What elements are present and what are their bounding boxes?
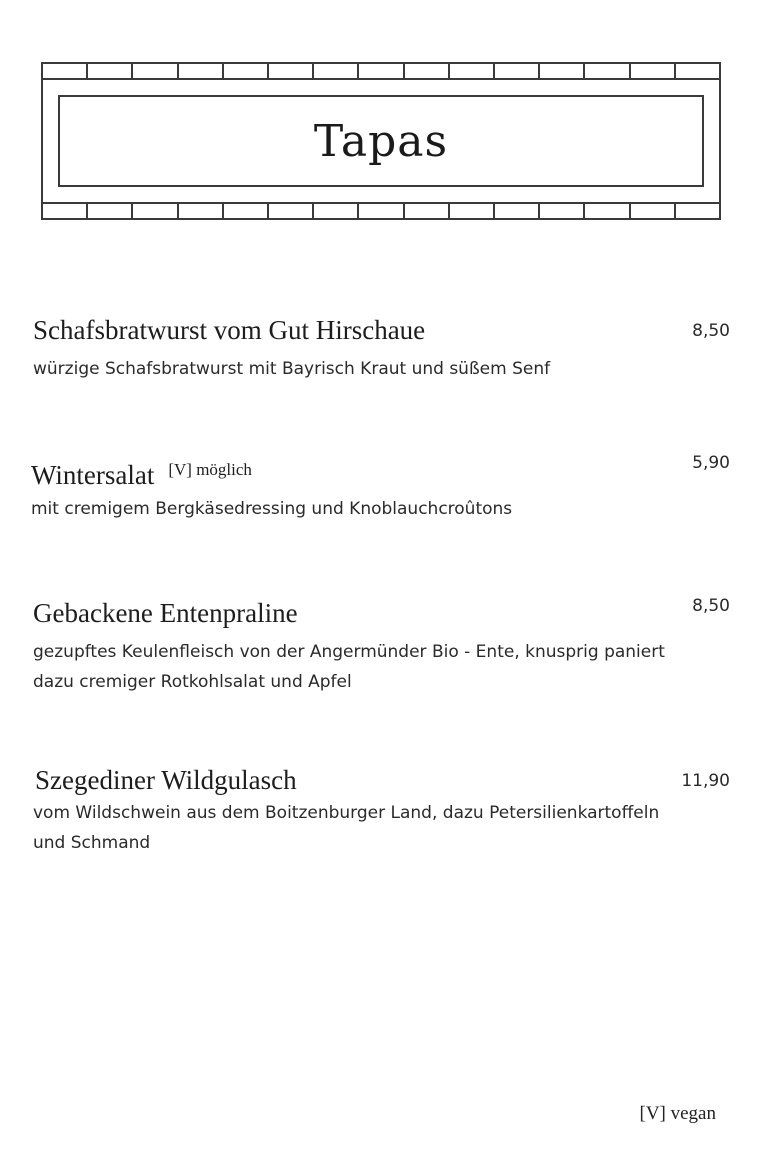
item-description: würzige Schafsbratwurst mit Bayrisch Kraut und süßem Senf [33, 359, 551, 379]
item-name: Gebackene Entenpraline [33, 598, 298, 628]
title-frame [41, 62, 721, 220]
item-name: Schafsbratwurst vom Gut Hirschaue [33, 315, 426, 345]
item-description: mit cremigem Bergkäsedressing und Knoblauchcroûtons [31, 499, 513, 519]
item-note: [V] möglich [168, 460, 252, 479]
menu-item [33, 315, 730, 384]
item-price: 11,90 [681, 771, 730, 791]
vegan-legend: [V] vegan [639, 1103, 716, 1124]
item-name: Wintersalat [31, 460, 155, 490]
title-box [58, 95, 704, 187]
item-description: gezupftes Keulenfleisch von der Angermünder Bio - Ente, knusprig paniert dazu cremiger Rotkohlsalat und Apfel [33, 642, 665, 692]
item-price: 5,90 [692, 453, 730, 473]
item-price: 8,50 [692, 596, 730, 616]
menu-item [33, 598, 730, 697]
page-title: Tapas [313, 115, 449, 167]
item-description: vom Wildschwein aus dem Boitzenburger Land, dazu Petersilienkartoffeln und Schmand [33, 803, 660, 853]
decorative-border-bottom [43, 202, 719, 218]
menu-item [35, 765, 730, 858]
item-name-row [31, 455, 730, 490]
item-name: Szegediner Wildgulasch [35, 765, 297, 795]
menu-item [31, 455, 730, 524]
decorative-border-top [43, 64, 719, 80]
item-price: 8,50 [692, 321, 730, 341]
